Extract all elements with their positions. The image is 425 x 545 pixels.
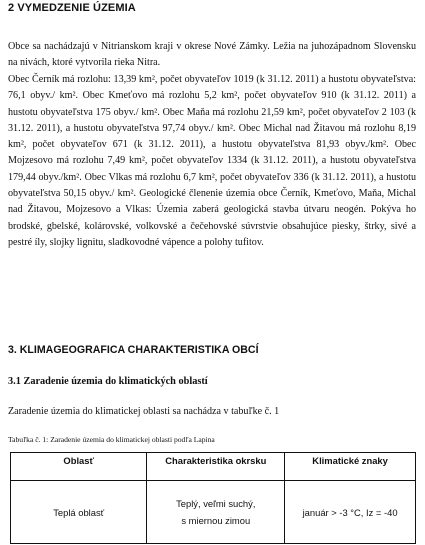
- table-header-row: [11, 453, 416, 481]
- table-row: [11, 481, 416, 544]
- table-caption: Tabuľka č. 1: Zaradenie územia do klimatickej oblasti podľa Lapina: [8, 435, 215, 444]
- cell-charakteristika-line1: Teplý, veľmi suchý,: [176, 498, 256, 509]
- header-znaky: Klimatické znaky: [285, 453, 416, 481]
- paragraph-municipalities: Obec Černík má rozlohu: 13,39 km², počet obyvateľov 1019 (k 31.12. 2011) a hustotu obyvateľstva: 76,1 obyv./ km². Obec Kmeťovo má rozlohu 5,2 km², počet obyvateľov 910 (k 31.12. 2011) a hustotu obyvateľstva 175 obyv./ km². Obec Maňa má rozlohu 21,59 km², počet obyvateľov 2 103 (k 31.12. 2011), a hustotu obyvateľstva 97,74 obyv./ km². Obec Michal nad Žitavou má rozlohu 8,19 km², počet obyvateľov 671 (k 31.12. 2011), a hustotu obyvateľstva 81,93 obyv./km². Obec Mojzesovo má rozlohu 7,49 km², počet obyvateľov 1334 (k 31.12. 2011), a hustotu obyvateľstva 179,44 obyv./km². Obec Vlkas má rozlohu 6,7 km², počet obyvateľov 336 (k 31.12. 2011), a hustotu obyvateľstva 50,15 obyv./ km². Geologické členenie územia obce Černík, Kmeťovo, Maňa, Michal nad Žitavou, Mojzesovo a Vlkas: Územia zaberá geologická stavba útvaru neogén. Pokýva ho brodské, gbelské, kolárovské, volkovské a čečehovské súvrstvie obsahujúce piesky, štrky, sivé a pestré íly, slojky lignitu, sladkovodné vápence a polohy tufitov.: [8, 74, 416, 248]
- paragraph-location: Obce sa nachádzajú v Nitrianskom kraji v okrese Nové Zámky. Ležia na juhozápadnom Slovensku na nivách, ktoré vytvorila rieka Nitra.: [8, 41, 416, 69]
- section-title: 2 VYMEDZENIE ÚZEMIA: [8, 2, 136, 14]
- climate-table: [10, 452, 416, 544]
- cell-charakteristika-line2: s miernou zimou: [181, 515, 251, 526]
- cell-charakteristika: [147, 481, 285, 544]
- header-oblast: Oblasť: [11, 453, 147, 481]
- cell-oblast: Teplá oblasť: [11, 481, 147, 544]
- subchapter-title: 3.1 Zaradenie územia do klimatických oblastí: [8, 376, 208, 387]
- chapter-title: 3. KLIMAGEOGRAFICA CHARAKTERISTIKA OBCÍ: [8, 344, 259, 356]
- cell-znaky: január > -3 °C, Iz = -40: [285, 481, 416, 544]
- paragraph-table-reference: Zaradenie územia do klimatickej oblasti sa nachádza v tabuľke č. 1: [8, 406, 280, 417]
- header-charakteristika: Charakteristika okrsku: [147, 453, 285, 481]
